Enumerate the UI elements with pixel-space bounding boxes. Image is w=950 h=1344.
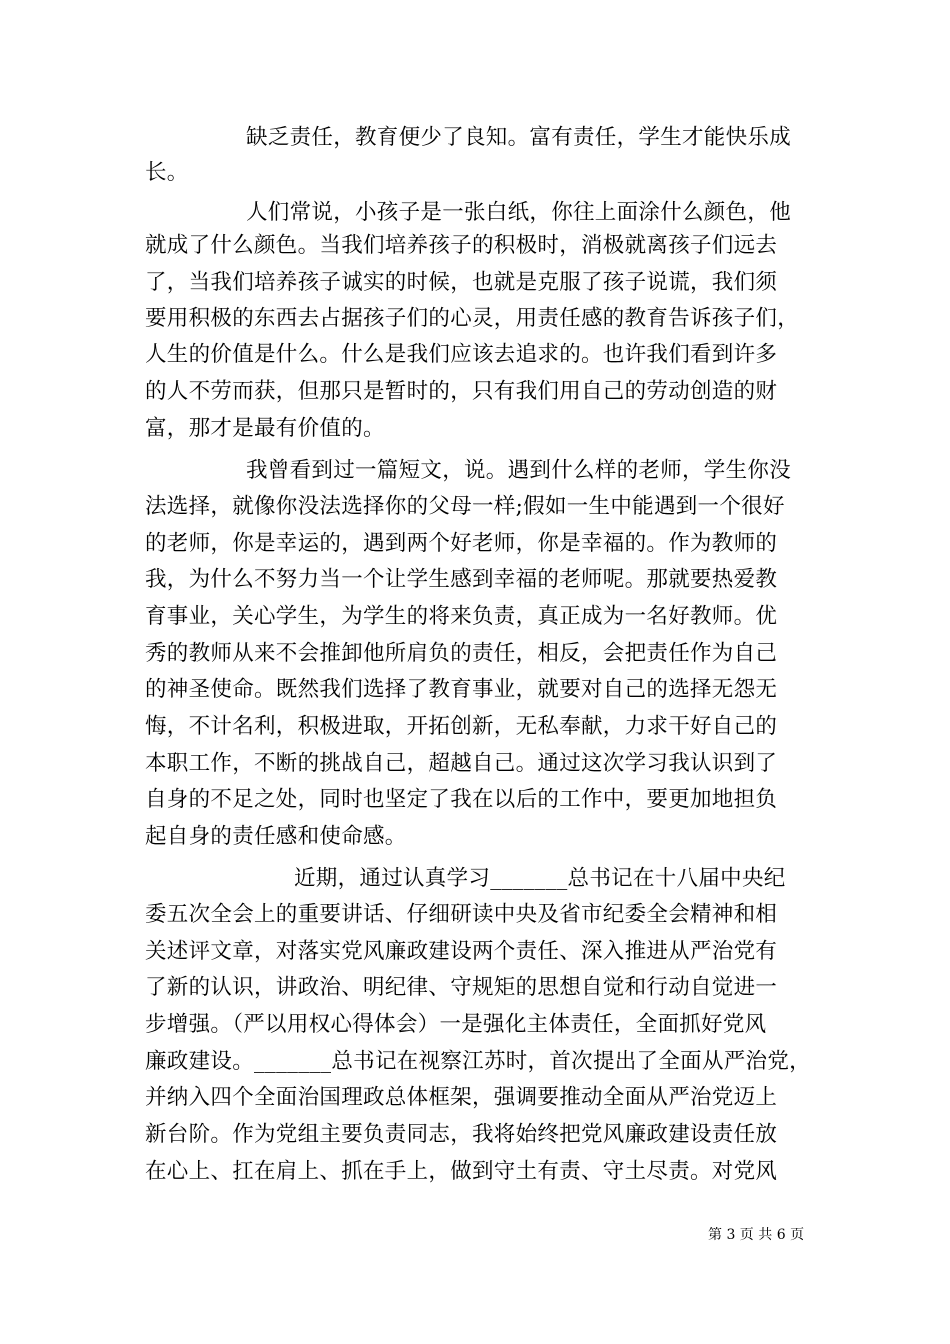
paragraph-line: 缺乏责任，教育便少了良知。富有责任，学生才能快乐成 [246, 125, 792, 150]
paragraph-line: 富，那才是最有价值的。 [145, 416, 385, 441]
paragraph-line: 关述评文章，对落实党风廉政建设两个责任、深入推进从严治党有 [145, 939, 778, 964]
paragraph-line: 悔，不计名利，积极进取，开拓创新，无私奉献，力求干好自己的 [145, 714, 778, 739]
paragraph-line: 了新的认识，讲政治、明纪律、守规矩的思想自觉和行动自觉进一 [145, 975, 778, 1000]
paragraph-line: 自身的不足之处，同时也坚定了我在以后的工作中，要更加地担负 [145, 787, 778, 812]
paragraph-line: 委五次全会上的重要讲话、仔细研读中央及省市纪委全会精神和相 [145, 902, 778, 927]
paragraph-line: 要用积极的东西去占据孩子们的心灵，用责任感的教育告诉孩子们， [145, 306, 800, 331]
paragraph-line: 我曾看到过一篇短文，说。遇到什么样的老师，学生你没 [246, 458, 792, 483]
paragraph-line: 的神圣使命。既然我们选择了教育事业，就要对自己的选择无怨无 [145, 677, 778, 702]
paragraph-line: 的老师，你是幸运的，遇到两个好老师，你是幸福的。作为教师的 [145, 531, 778, 556]
paragraph-line: 长。 [145, 160, 189, 185]
paragraph-line: 本职工作，不断的挑战自己，超越自己。通过这次学习我认识到了 [145, 751, 778, 776]
paragraph-line: 近期，通过认真学习_______总书记在十八届中央纪 [294, 866, 786, 891]
paragraph-line: 我，为什么不努力当一个让学生感到幸福的老师呢。那就要热爱教 [145, 567, 778, 592]
page-number: 第 3 页 共 6 页 [708, 1227, 805, 1243]
paragraph-line: 并纳入四个全面治国理政总体框架，强调要推动全面从严治党迈上 [145, 1085, 778, 1110]
paragraph-line: 秀的教师从来不会推卸他所肩负的责任，相反，会把责任作为自己 [145, 641, 778, 666]
paragraph-line: 步增强。（严以用权心得体会）一是强化主体责任，全面抓好党风 [145, 1012, 767, 1037]
paragraph-line: 在心上、扛在肩上、抓在手上，做到守土有责、守土尽责。对党风 [145, 1159, 778, 1184]
paragraph-line: 人们常说，小孩子是一张白纸，你往上面涂什么颜色，他 [246, 200, 792, 225]
paragraph-line: 起自身的责任感和使命感。 [145, 824, 407, 849]
paragraph-line: 人生的价值是什么。什么是我们应该去追求的。也许我们看到许多 [145, 342, 778, 367]
paragraph-line: 新台阶。作为党组主要负责同志，我将始终把党风廉政建设责任放 [145, 1122, 778, 1147]
paragraph-line: 了，当我们培养孩子诚实的时候，也就是克服了孩子说谎，我们须 [145, 270, 778, 295]
paragraph-line: 法选择，就像你没法选择你的父母一样;假如一生中能遇到一个很好 [145, 494, 785, 519]
paragraph-line: 就成了什么颜色。当我们培养孩子的积极时，消极就离孩子们远去 [145, 233, 778, 258]
paragraph-line: 的人不劳而获，但那只是暂时的，只有我们用自己的劳动创造的财 [145, 379, 778, 404]
paragraph-line: 廉政建设。_______总书记在视察江苏时，首次提出了全面从严治党， [145, 1049, 811, 1074]
paragraph-line: 育事业，关心学生，为学生的将来负责，真正成为一名好教师。优 [145, 604, 778, 629]
